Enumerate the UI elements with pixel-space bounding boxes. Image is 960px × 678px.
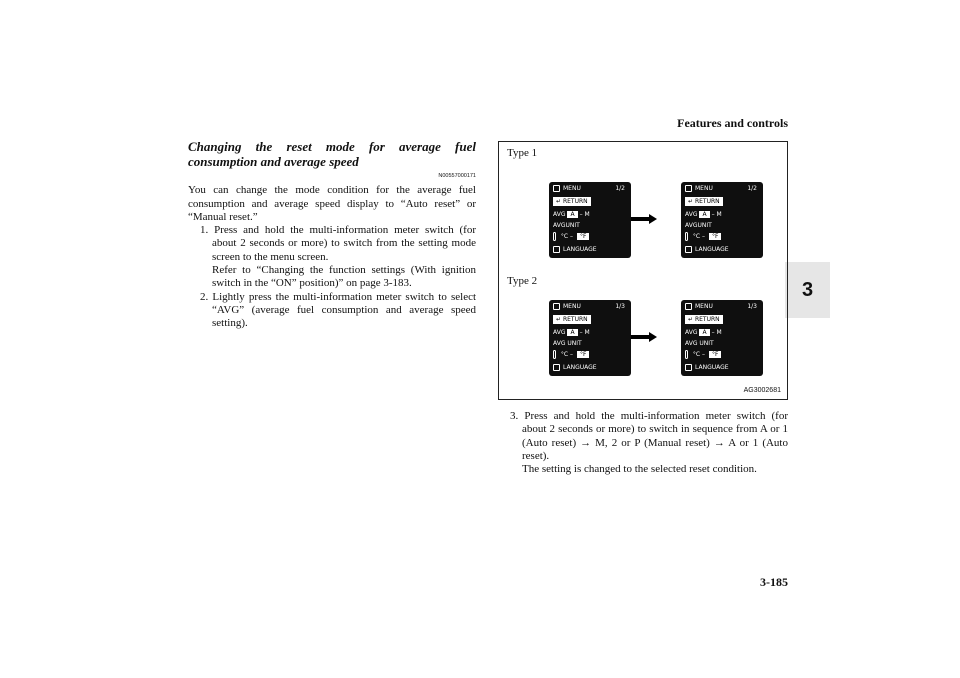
arrow-right-icon (631, 214, 657, 224)
step-text: Press and hold the multi-information meter switch (for about 2 seconds or more) to switch from the setting mode screen to the menu screen. (212, 224, 477, 263)
step-note: The setting is changed to the selected reset condition. (522, 463, 757, 476)
section-title: Changing the reset mode for average fuel consumption and average speed (188, 139, 476, 169)
return-row: ↵ RETURN (553, 315, 591, 324)
language-icon (685, 364, 692, 371)
step-1 (188, 224, 476, 290)
type-2-screen-before: MENU 1/3 ↵ RETURN AVG A – M AVG UNIT °C – °F LANGUAGE (549, 300, 631, 376)
step-text: Press and hold the multi-information meter switch (for about 2 seconds or more) to switch in sequence from A or 1 (Auto reset) → M, 2 or P (Manual reset) → A or 1 (Auto reset). (522, 410, 789, 462)
language-icon (553, 246, 560, 253)
language-icon (553, 364, 560, 371)
selected-mode: A (567, 211, 577, 218)
step-2 (188, 291, 476, 331)
menu-icon (685, 303, 692, 310)
type-2-label: Type 2 (507, 275, 538, 287)
selected-mode: A (699, 211, 709, 218)
page-number: 3-185 (760, 575, 788, 589)
thermometer-icon (685, 232, 688, 241)
menu-icon (553, 303, 560, 310)
left-column (188, 140, 476, 331)
step-number: 2. (200, 290, 209, 303)
intro-paragraph: You can change the mode condition for the average fuel consumption and average speed display to “Auto reset” or “Manual reset.” (188, 184, 476, 223)
figure-code: AG3002681 (743, 387, 781, 394)
type-1-screen-before: MENU 1/2 ↵ RETURN AVG A – M AVGUNIT °C – °F LANGUAGE (549, 182, 631, 258)
arrow-right-icon (631, 332, 657, 342)
thermometer-icon (685, 350, 688, 359)
type-2-screen-after: MENU 1/3 ↵ RETURN AVG A – M AVG UNIT °C – °F LANGUAGE (681, 300, 763, 376)
return-row: ↵ RETURN (685, 315, 723, 324)
step-number: 1. (200, 224, 209, 237)
type-1-screen-after: MENU 1/2 ↵ RETURN AVG A – M AVGUNIT °C – °F LANGUAGE (681, 182, 763, 258)
type-1-label: Type 1 (507, 147, 538, 159)
menu-icon (685, 185, 692, 192)
return-row: ↵ RETURN (553, 197, 591, 206)
menu-icon (553, 185, 560, 192)
section-code: N00557000171 (438, 173, 476, 179)
chapter-tab: 3 (785, 262, 830, 318)
selected-mode: A (567, 329, 577, 336)
return-row: ↵ RETURN (685, 197, 723, 206)
step-3 (498, 410, 788, 476)
step-text: Lightly press the multi-information meter switch to select “AVG” (average fuel consumption and average speed setting). (212, 290, 477, 330)
step-note: Refer to “Changing the function settings (With ignition switch in the “ON” position)” on page 3-183. (212, 264, 476, 290)
selected-mode: A (699, 329, 709, 336)
right-column (498, 410, 788, 476)
step-number: 3. (510, 410, 519, 422)
thermometer-icon (553, 350, 556, 359)
display-figure (498, 141, 788, 400)
thermometer-icon (553, 232, 556, 241)
language-icon (685, 246, 692, 253)
running-header: Features and controls (677, 116, 788, 130)
